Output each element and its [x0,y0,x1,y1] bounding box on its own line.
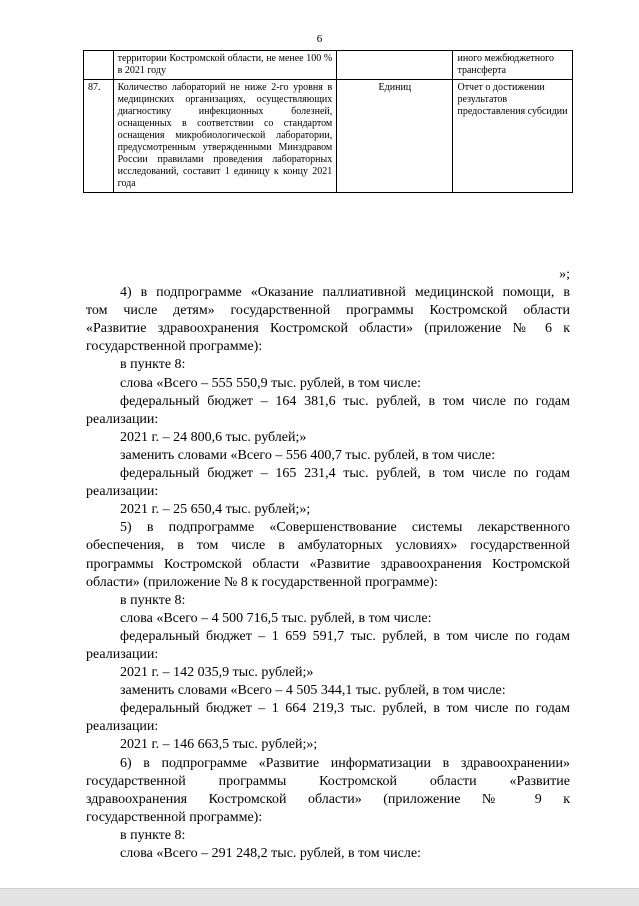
text-line: федеральный бюджет – 164 381,6 тыс. рублей, в том числе по годам [120,393,570,409]
table-cell-unit [337,51,453,80]
text-line: программы Костромской области «Развитие здравоохранения Костромской [86,556,570,572]
text-line: 6) в подпрограмме «Развитие информатизации в здравоохранении» [120,755,570,771]
text-line: 2021 г. – 142 035,9 тыс. рублей;» [120,665,314,681]
table-cell-unit: Единиц [337,80,453,193]
text-line: реализации: [86,411,159,427]
text-line: в пункте 8: [120,592,186,608]
page-number: 6 [316,33,323,45]
text-line: »; [559,267,570,282]
text-line: обеспечения, в том числе в амбулаторных условиях» государственной [86,538,570,554]
document-body [86,266,570,863]
text-line: федеральный бюджет – 1 659 591,7 тыс. рублей, в том числе по годам [120,628,570,644]
text-line: «Развитие здравоохранения Костромской области» (приложение № 6 к [86,321,570,337]
text-line: в пункте 8: [120,827,186,843]
text-line: слова «Всего – 555 550,9 тыс. рублей, в том числе: [120,375,421,391]
text-line: государственной программе): [86,809,263,825]
text-line: реализации: [86,719,159,735]
viewer-bottom-bar [0,888,639,906]
text-line: заменить словами «Всего – 4 505 344,1 тыс. рублей, в том числе: [120,683,506,699]
text-line: в пункте 8: [120,357,186,373]
text-line: здравоохранения Костромской области» (приложение № 9 к [86,791,570,807]
table-cell-num [84,51,114,80]
text-line: заменить словами «Всего – 556 400,7 тыс. рублей, в том числе: [120,447,496,463]
text-line: государственной программе): [86,339,263,355]
text-line: слова «Всего – 4 500 716,5 тыс. рублей, в том числе: [120,610,432,626]
text-line: 2021 г. – 24 800,6 тыс. рублей;» [120,429,307,445]
indicators-table [83,50,573,193]
text-line: 5) в подпрограмме «Совершенствование системы лекарственного [120,520,570,536]
table-cell-source: иного межбюджетного трансферта [453,51,573,80]
text-line: федеральный бюджет – 1 664 219,3 тыс. рублей, в том числе по годам [120,701,570,717]
text-line: реализации: [86,484,159,500]
text-line: федеральный бюджет – 165 231,4 тыс. рублей, в том числе по годам [120,466,570,482]
table-row [84,51,573,80]
text-line: области» (приложение № 8 к государственной программе): [86,574,438,590]
table-cell-source: Отчет о достижении результатов предоставления субсидии [453,80,573,193]
text-line: 4) в подпрограмме «Оказание паллиативной медицинской помощи, в [120,285,570,301]
text-line: том числе детям» государственной программы Костромской области [86,303,570,319]
text-line: реализации: [86,646,159,662]
table-cell-indicator: Количество лабораторий не ниже 2-го уровня в медицинских организациях, осуществляющих диагностику инфекционных болезней, оснащенных в соответствии со стандартом оснащения микробиологической лаборатории, предусмотренным утвержденными Минздравом России правилами проведения лабораторных исследований, составит 1 единицу к концу 2021 года [113,80,337,193]
text-line: слова «Всего – 291 248,2 тыс. рублей, в том числе: [120,846,421,861]
table-cell-indicator: территории Костромской области, не менее 100 % в 2021 году [113,51,337,80]
text-line: 2021 г. – 25 650,4 тыс. рублей;»; [120,502,311,518]
table-row [84,80,573,193]
text-line: государственной программы Костромской области «Развитие [86,773,570,789]
table-cell-num: 87. [84,80,114,193]
text-line: 2021 г. – 146 663,5 тыс. рублей;»; [120,737,318,753]
